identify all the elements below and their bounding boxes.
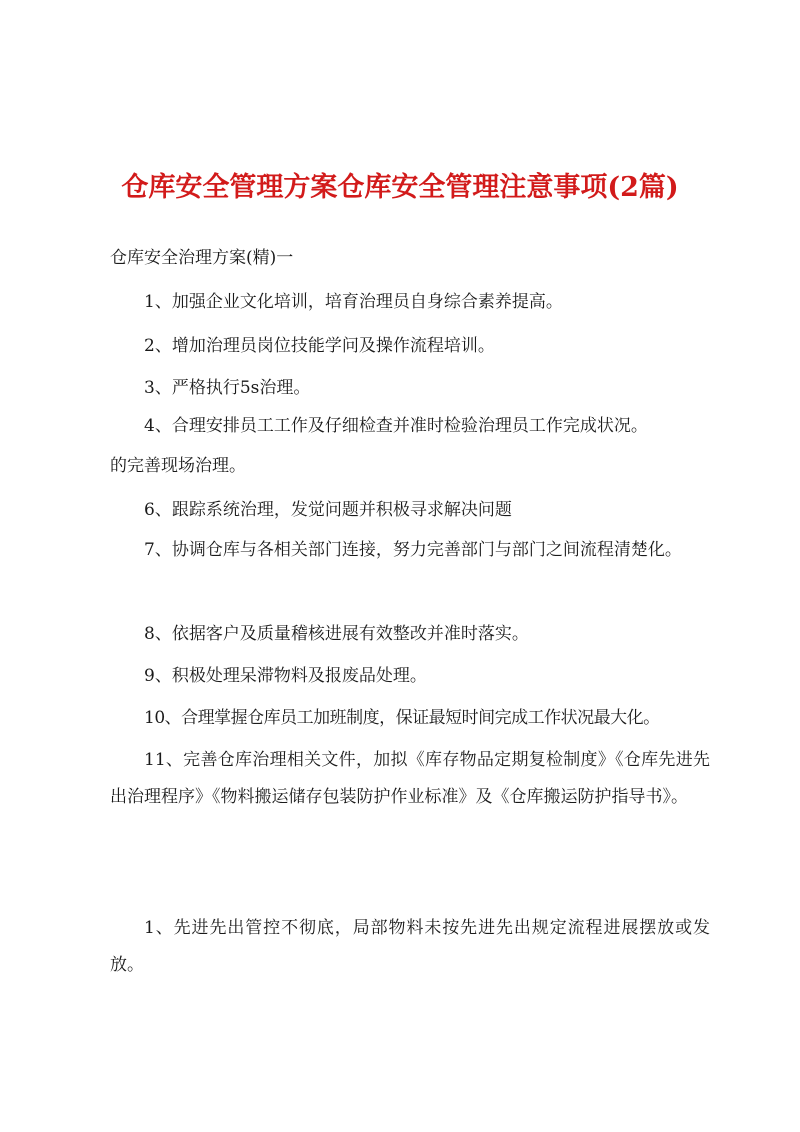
section-subtitle: 仓库安全治理方案(精)一	[110, 248, 294, 268]
list-item: 6、跟踪系统治理，发觉问题并积极寻求解决问题	[144, 500, 512, 520]
list-item: 9、积极处理呆滞物料及报废品处理。	[144, 666, 427, 686]
list-item: 2、增加治理员岗位技能学问及操作流程培训。	[144, 336, 495, 356]
list-item: 1、先进先出管控不彻底，局部物料未按先进先出规定流程进展摆放或发放。	[110, 918, 710, 975]
list-item-continuation: 的完善现场治理。	[110, 456, 246, 476]
list-item: 7、协调仓库与各相关部门连接，努力完善部门与部门之间流程清楚化。	[144, 540, 682, 560]
list-item: 10、合理掌握仓库员工加班制度，保证最短时间完成工作状况最大化。	[144, 708, 660, 728]
list-item: 1、加强企业文化培训，培育治理员自身综合素养提高。	[144, 292, 563, 312]
page-title: 仓库安全管理方案仓库安全管理注意事项(2篇)	[121, 172, 679, 203]
list-item: 3、严格执行5s治理。	[144, 378, 311, 398]
list-item: 4、合理安排员工工作及仔细检查并准时检验治理员工作完成状况。	[144, 416, 648, 436]
list-item: 8、依据客户及质量稽核进展有效整改并准时落实。	[144, 624, 529, 644]
list-item: 11、完善仓库治理相关文件，加拟《库存物品定期复检制度》《仓库先进先出治理程序》《物料搬运储存包装防护作业标准》及《仓库搬运防护指导书》。	[110, 750, 710, 807]
